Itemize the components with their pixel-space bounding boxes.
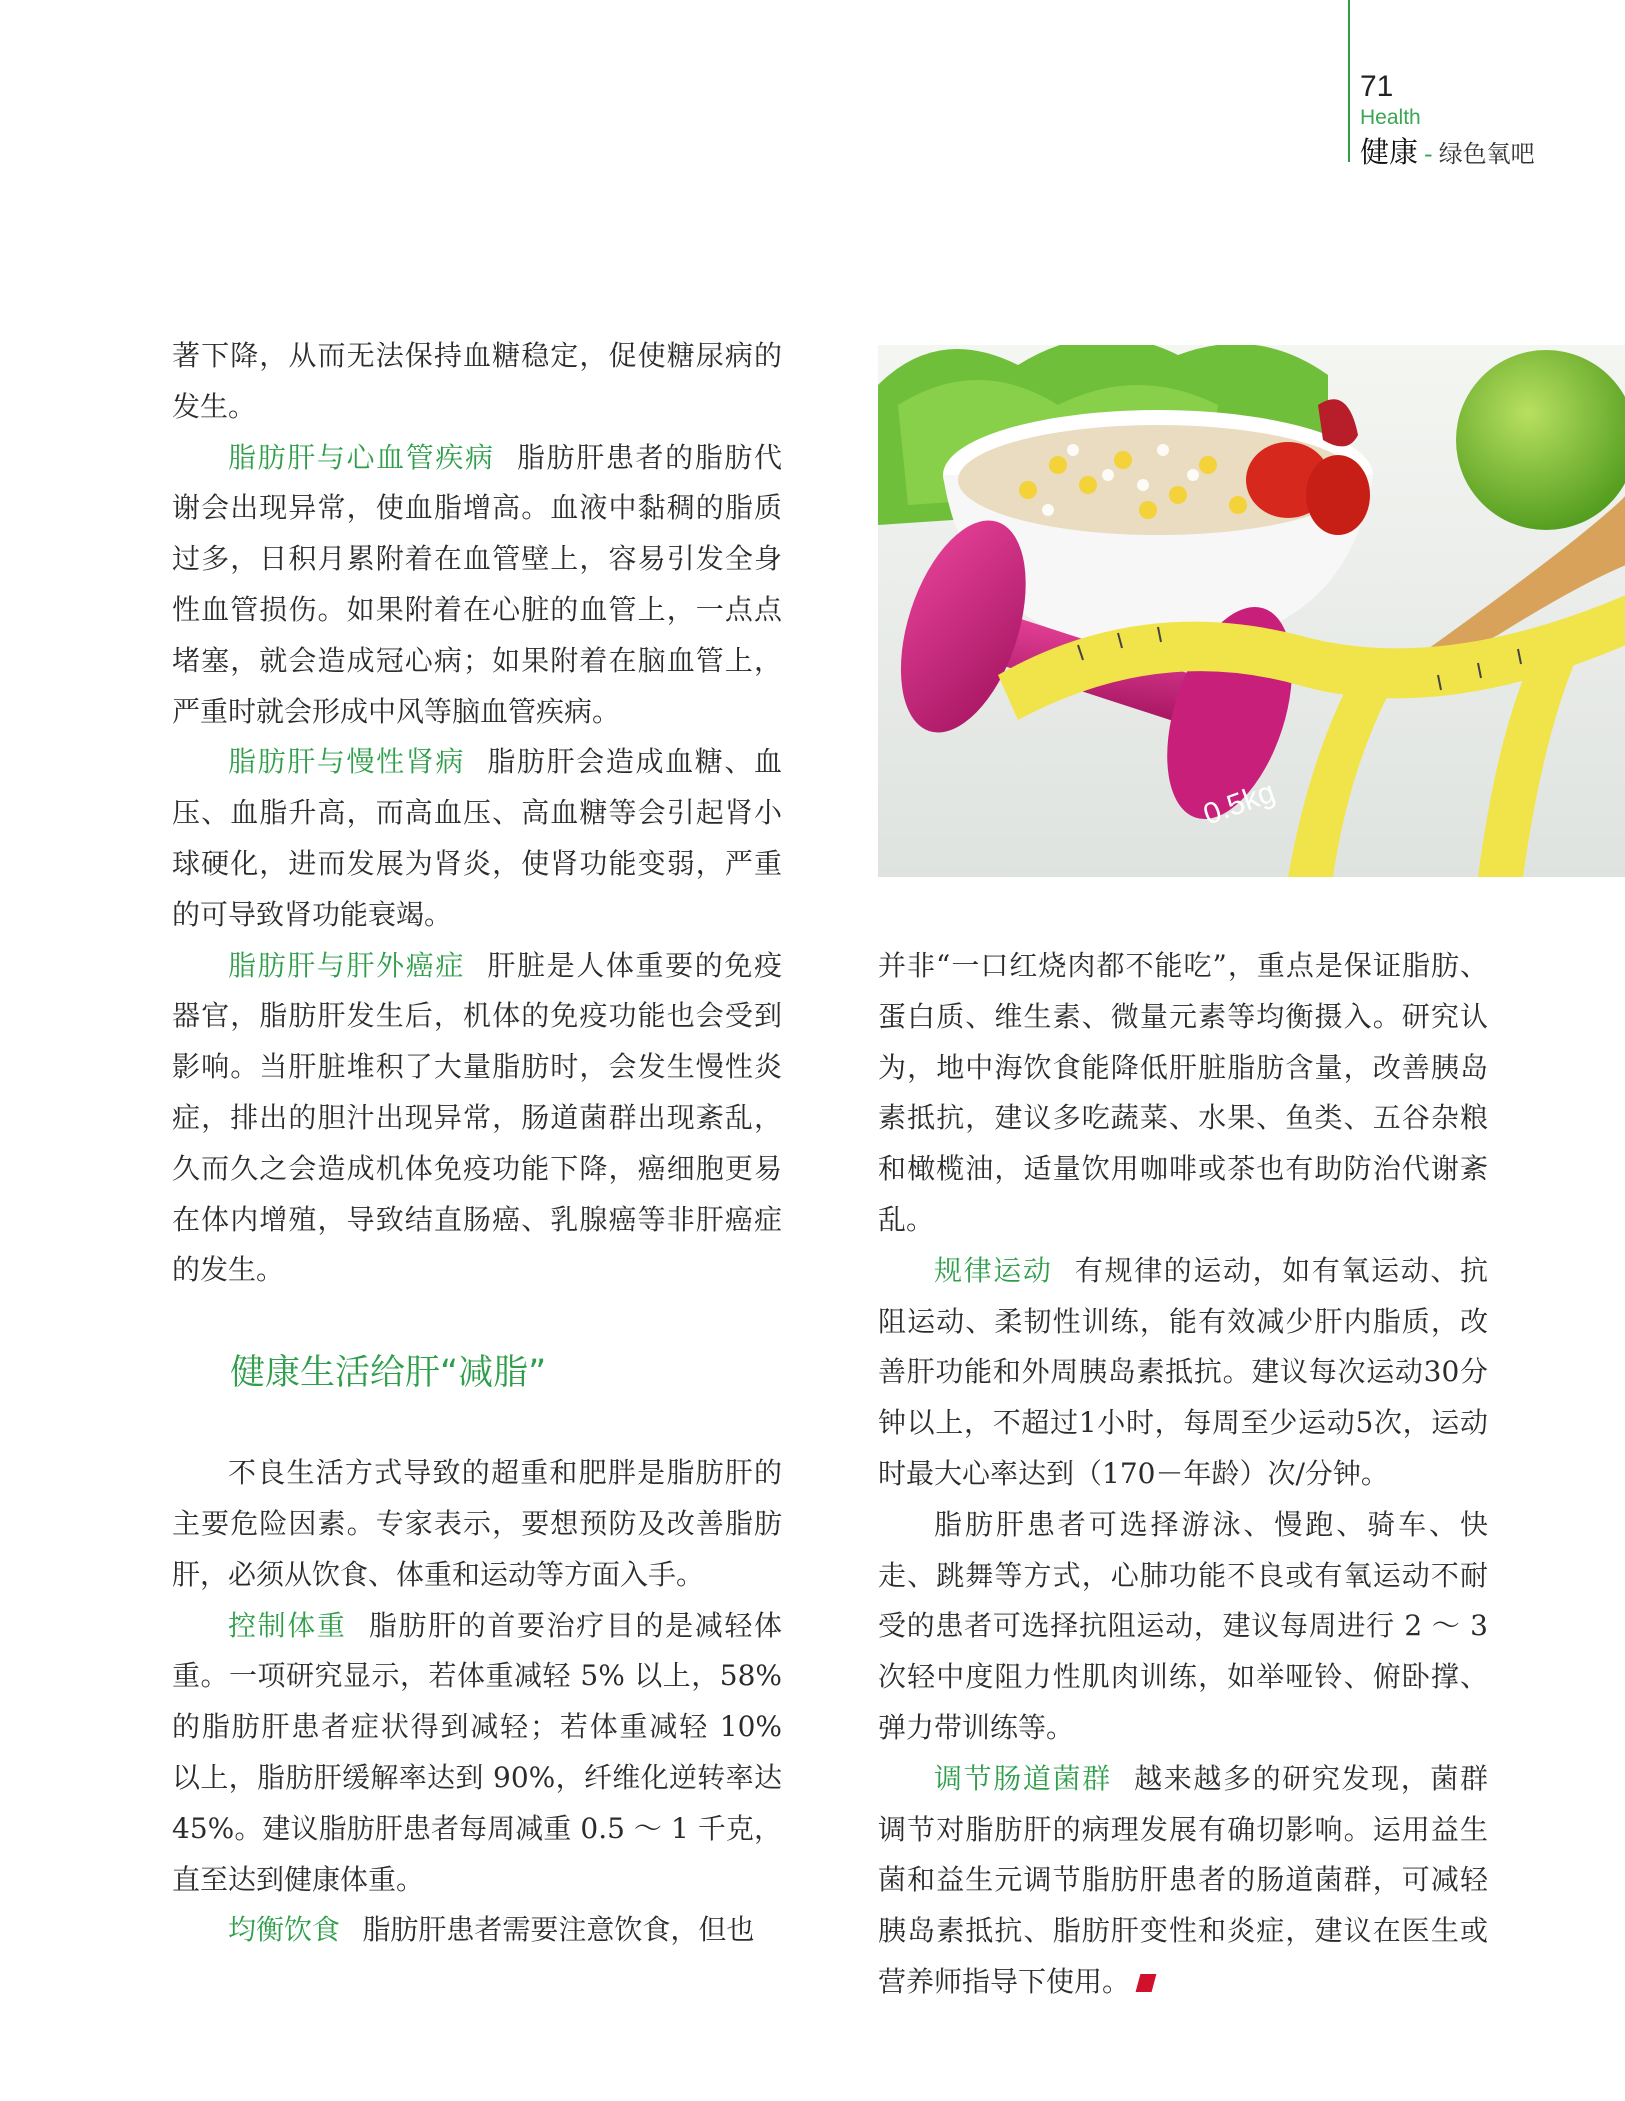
right-column — [878, 941, 1488, 2008]
paragraph-text: 有规律的运动，如有氧运动、抗阻运动、柔韧性训练，能有效减少肝内脂质，改善肝功能和外周胰岛素抵抗。建议每次运动30分钟以上，不超过1小时，每周至少运动5次，运动时最大心率达到（170－年龄）次/分钟。 — [878, 1253, 1488, 1490]
keyword-kidney: 脂肪肝与慢性肾病 — [228, 745, 465, 779]
paragraph — [172, 737, 782, 940]
section-label-en: Health — [1360, 106, 1421, 129]
paragraph — [172, 433, 782, 738]
section-title-main: 健康 — [1360, 135, 1419, 169]
paragraph — [878, 1246, 1488, 1500]
section-heading: 健康生活给肝“减脂” — [230, 1353, 547, 1394]
healthy-food-photo — [878, 345, 1625, 877]
paragraph — [172, 941, 782, 1297]
keyword-diet: 均衡饮食 — [228, 1913, 341, 1947]
keyword-exercise: 规律运动 — [934, 1253, 1053, 1287]
paragraph — [172, 1601, 782, 1906]
section-title — [1360, 130, 1535, 171]
left-column — [172, 331, 782, 1956]
paragraph-text: 越来越多的研究发现，菌群调节对脂肪肝的病理发展有确切影响。运用益生菌和益生元调节脂肪肝患者的肠道菌群，可减轻胰岛素抵抗、脂肪肝变性和炎症，建议在医生或营养师指导下使用。 — [878, 1761, 1488, 1998]
paragraph-text: 肝脏是人体重要的免疫器官，脂肪肝发生后，机体的免疫功能也会受到影响。当肝脏堆积了大量脂肪时，会发生慢性炎症，排出的胆汁出现异常，肠道菌群出现紊乱，久而久之会造成机体免疫功能下降，癌细胞更易在体内增殖，导致结直肠癌、乳腺癌等非肝癌症的发生。 — [172, 948, 782, 1287]
page-number: 71 — [1360, 70, 1394, 103]
paragraph — [878, 1754, 1488, 2008]
section-title-sub: 绿色氧吧 — [1438, 140, 1535, 168]
keyword-cancer: 脂肪肝与肝外癌症 — [228, 948, 465, 982]
paragraph: 不良生活方式导致的超重和肥胖是脂肪肝的主要危险因素。专家表示，要想预防及改善脂肪肝，必须从饮食、体重和运动等方面入手。 — [172, 1456, 782, 1591]
paragraph: 脂肪肝患者可选择游泳、慢跑、骑车、快走、跳舞等方式，心肺功能不良或有氧运动不耐受的患者可选择抗阻运动，建议每周进行 2 ～ 3 次轻中度阻力性肌肉训练，如举哑铃、俯卧撑、弹力带训练等。 — [878, 1507, 1488, 1744]
end-mark-icon — [1136, 1974, 1157, 1992]
dumbbell-label: 0.5kg — [1199, 775, 1280, 832]
paragraph: 并非“一口红烧肉都不能吃”，重点是保证脂肪、蛋白质、维生素、微量元素等均衡摄入。研究认为，地中海饮食能降低肝脏脂肪含量，改善胰岛素抵抗，建议多吃蔬菜、水果、鱼类、五谷杂粮和橄榄油，适量饮用咖啡或茶也有助防治代谢紊乱。 — [878, 949, 1488, 1236]
keyword-gut-flora: 调节肠道菌群 — [934, 1761, 1112, 1795]
paragraph-text: 脂肪肝患者的脂肪代谢会出现异常，使血脂增高。血液中黏稠的脂质过多，日积月累附着在血管壁上，容易引发全身性血管损伤。如果附着在心脏的血管上，一点点堵塞，就会造成冠心病；如果附着在脑血管上，严重时就会形成中风等脑血管疾病。 — [172, 440, 782, 728]
paragraph: 著下降，从而无法保持血糖稳定，促使糖尿病的发生。 — [172, 339, 782, 423]
header-divider — [1348, 0, 1350, 162]
paragraph-text: 脂肪肝会造成血糖、血压、血脂升高，而高血压、高血糖等会引起肾小球硬化，进而发展为肾炎，使肾功能变弱，严重的可导致肾功能衰竭。 — [172, 745, 782, 931]
keyword-weight: 控制体重 — [228, 1608, 347, 1642]
paragraph-text: 脂肪肝的首要治疗目的是减轻体重。一项研究显示，若体重减轻 5% 以上，58% 的脂肪肝患者症状得到减轻；若体重减轻 10% 以上，脂肪肝缓解率达到 90%，纤维化逆转率达 45%。建议脂肪肝患者每周减重 0.5 ～ 1 千克，直至达到健康体重。 — [172, 1608, 782, 1896]
paragraph — [172, 1905, 782, 1956]
keyword-cardiovascular: 脂肪肝与心血管疾病 — [228, 440, 495, 474]
paragraph-text: 脂肪肝患者需要注意饮食，但也 — [362, 1913, 755, 1947]
photo-illustration — [878, 345, 1625, 877]
section-separator: - — [1424, 140, 1433, 168]
